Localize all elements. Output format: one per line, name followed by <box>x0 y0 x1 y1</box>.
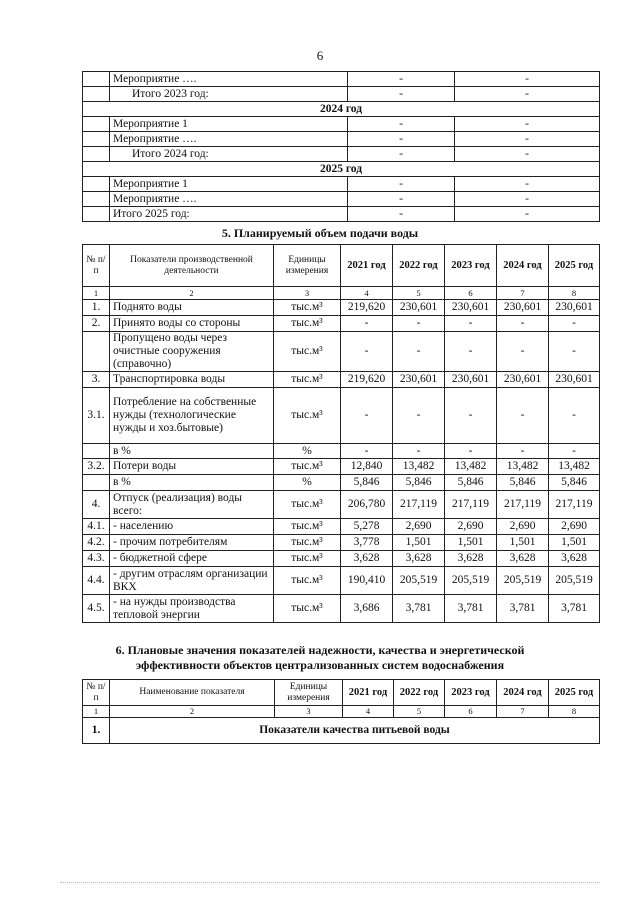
row-number: 4.2. <box>83 535 110 551</box>
empty-cell <box>83 132 110 147</box>
value-cell: 1,501 <box>497 535 549 551</box>
empty-cell <box>83 207 110 222</box>
value-cell: 3,781 <box>445 595 497 623</box>
column-number: 1 <box>83 706 110 718</box>
row-number: 1. <box>83 718 110 744</box>
column-number: 6 <box>445 706 497 718</box>
table-row <box>83 147 600 162</box>
section5-title: 5. Планируемый объем подачи воды <box>221 226 419 240</box>
value-cell: 5,846 <box>445 475 497 491</box>
value-cell: 2,690 <box>549 519 600 535</box>
column-header: 2025 год <box>549 680 600 706</box>
value-cell: - <box>348 117 455 132</box>
value-cell: - <box>455 192 600 207</box>
value-cell: 2,690 <box>497 519 549 535</box>
column-number: 8 <box>549 706 600 718</box>
unit-cell: тыс.м³ <box>274 316 341 332</box>
value-cell: 230,601 <box>393 372 445 388</box>
table-row <box>83 475 600 491</box>
value-cell: - <box>445 388 497 444</box>
unit-cell: % <box>274 444 341 459</box>
table-row <box>83 177 600 192</box>
section6-title-line1: 6. Плановые значения показателей надежности, качества и энергетической <box>115 643 525 657</box>
value-cell: - <box>393 316 445 332</box>
value-cell: - <box>455 117 600 132</box>
value-cell: - <box>445 444 497 459</box>
value-cell: 230,601 <box>549 300 600 316</box>
value-cell: - <box>497 316 549 332</box>
value-cell: 2,690 <box>393 519 445 535</box>
unit-cell: тыс.м³ <box>274 388 341 444</box>
column-header: Показатели производственной деятельности <box>110 245 274 287</box>
row-number: 3.2. <box>83 459 110 475</box>
value-cell: - <box>455 207 600 222</box>
value-cell: 12,840 <box>341 459 393 475</box>
value-cell: - <box>341 332 393 372</box>
measure-label: Мероприятие 1 <box>110 117 348 132</box>
column-number: 1 <box>83 287 110 300</box>
value-cell: 190,410 <box>341 567 393 595</box>
value-cell: - <box>348 207 455 222</box>
row-number: 2. <box>83 316 110 332</box>
value-cell: 230,601 <box>445 300 497 316</box>
value-cell: 3,686 <box>341 595 393 623</box>
column-number: 2 <box>110 706 275 718</box>
empty-cell <box>83 72 110 87</box>
value-cell: 3,628 <box>341 551 393 567</box>
value-cell: 1,501 <box>445 535 497 551</box>
column-header: 2023 год <box>445 680 497 706</box>
table-row <box>83 117 600 132</box>
table-row <box>83 372 600 388</box>
value-cell: - <box>445 316 497 332</box>
empty-cell <box>83 87 110 102</box>
table-row <box>83 192 600 207</box>
table-row <box>83 132 600 147</box>
column-header: № п/п <box>83 245 110 287</box>
table-row <box>83 87 600 102</box>
row-number: 1. <box>83 300 110 316</box>
value-cell: 219,620 <box>341 372 393 388</box>
value-cell: - <box>348 192 455 207</box>
value-cell: 205,519 <box>497 567 549 595</box>
measure-label: Итого 2023 год: <box>110 87 348 102</box>
table-row <box>83 444 600 459</box>
header-row <box>83 245 600 287</box>
value-cell: 3,628 <box>445 551 497 567</box>
row-number: 4. <box>83 491 110 519</box>
row-number <box>83 332 110 372</box>
unit-cell: тыс.м³ <box>274 595 341 623</box>
value-cell: 13,482 <box>497 459 549 475</box>
value-cell: 230,601 <box>497 300 549 316</box>
indicator-name: - другим отраслям организации ВКХ <box>110 567 274 595</box>
unit-cell: тыс.м³ <box>274 459 341 475</box>
column-header: 2021 год <box>341 245 393 287</box>
value-cell: - <box>455 147 600 162</box>
indicator-name: в % <box>110 444 274 459</box>
value-cell: 217,119 <box>445 491 497 519</box>
table-row <box>83 519 600 535</box>
value-cell: - <box>549 444 600 459</box>
measures-table <box>82 71 600 222</box>
value-cell: 3,778 <box>341 535 393 551</box>
column-header: 2024 год <box>497 680 549 706</box>
column-header: Наименование показателя <box>110 680 275 706</box>
row-number: 3. <box>83 372 110 388</box>
indicator-name: в % <box>110 475 274 491</box>
value-cell: 5,846 <box>393 475 445 491</box>
section-row <box>83 718 600 744</box>
column-header: 2022 год <box>394 680 445 706</box>
column-number: 2 <box>110 287 274 300</box>
column-number: 7 <box>497 706 549 718</box>
unit-cell: тыс.м³ <box>274 300 341 316</box>
value-cell: 3,781 <box>549 595 600 623</box>
empty-cell <box>83 177 110 192</box>
table-row <box>83 595 600 623</box>
indicator-name: Поднято воды <box>110 300 274 316</box>
value-cell: - <box>341 444 393 459</box>
value-cell: - <box>341 316 393 332</box>
value-cell: 219,620 <box>341 300 393 316</box>
value-cell: - <box>549 332 600 372</box>
value-cell: 230,601 <box>445 372 497 388</box>
value-cell: 3,628 <box>393 551 445 567</box>
value-cell: - <box>341 388 393 444</box>
column-number: 5 <box>394 706 445 718</box>
value-cell: - <box>393 332 445 372</box>
column-number-row <box>83 287 600 300</box>
table-row <box>83 491 600 519</box>
column-header: Единицы измерения <box>275 680 343 706</box>
column-header: 2023 год <box>445 245 497 287</box>
table-row <box>83 300 600 316</box>
value-cell: 5,846 <box>549 475 600 491</box>
indicator-name: - на нужды производства тепловой энергии <box>110 595 274 623</box>
value-cell: - <box>497 332 549 372</box>
table-row <box>83 316 600 332</box>
value-cell: - <box>348 87 455 102</box>
measure-label: Мероприятие 1 <box>110 177 348 192</box>
indicator-name: - бюджетной сфере <box>110 551 274 567</box>
table-row <box>83 72 600 87</box>
value-cell: 205,519 <box>393 567 445 595</box>
value-cell: - <box>455 72 600 87</box>
indicator-name: - населению <box>110 519 274 535</box>
year-header-row <box>83 102 600 117</box>
measure-label: Мероприятие …. <box>110 72 348 87</box>
value-cell: 217,119 <box>497 491 549 519</box>
table-row <box>83 551 600 567</box>
value-cell: - <box>549 316 600 332</box>
column-number: 8 <box>549 287 600 300</box>
value-cell: - <box>348 177 455 192</box>
row-number: 4.3. <box>83 551 110 567</box>
year-header-row <box>83 162 600 177</box>
indicators-table <box>82 679 600 744</box>
section6-title-line2: эффективности объектов централизованных систем водоснабжения <box>135 658 505 672</box>
column-header: Единицы измерения <box>274 245 341 287</box>
value-cell: 3,781 <box>497 595 549 623</box>
value-cell: 230,601 <box>497 372 549 388</box>
column-number: 4 <box>341 287 393 300</box>
row-number: 4.5. <box>83 595 110 623</box>
value-cell: - <box>497 444 549 459</box>
row-number: 4.1. <box>83 519 110 535</box>
column-number: 7 <box>497 287 549 300</box>
value-cell: - <box>348 132 455 147</box>
scan-edge-marks <box>60 876 600 883</box>
empty-cell <box>83 192 110 207</box>
indicator-name: Транспортировка воды <box>110 372 274 388</box>
value-cell: 5,278 <box>341 519 393 535</box>
value-cell: 1,501 <box>549 535 600 551</box>
year-label: 2024 год <box>83 102 600 117</box>
measure-label: Итого 2025 год: <box>110 207 348 222</box>
value-cell: 13,482 <box>549 459 600 475</box>
indicator-name: Отпуск (реализация) воды всего: <box>110 491 274 519</box>
column-number: 3 <box>274 287 341 300</box>
indicator-name: - прочим потребителям <box>110 535 274 551</box>
value-cell: 3,781 <box>393 595 445 623</box>
column-header: 2024 год <box>497 245 549 287</box>
value-cell: 5,846 <box>341 475 393 491</box>
measure-label: Мероприятие …. <box>110 132 348 147</box>
column-number: 3 <box>275 706 343 718</box>
table-row <box>83 459 600 475</box>
row-number <box>83 444 110 459</box>
value-cell: 3,628 <box>497 551 549 567</box>
column-number-row <box>83 706 600 718</box>
value-cell: 217,119 <box>393 491 445 519</box>
empty-cell <box>83 147 110 162</box>
year-label: 2025 год <box>83 162 600 177</box>
column-number: 5 <box>393 287 445 300</box>
column-header: 2022 год <box>393 245 445 287</box>
section-label: Показатели качества питьевой воды <box>110 718 600 744</box>
unit-cell: % <box>274 475 341 491</box>
table-row <box>83 535 600 551</box>
value-cell: 230,601 <box>393 300 445 316</box>
value-cell: 13,482 <box>393 459 445 475</box>
table-row <box>83 567 600 595</box>
unit-cell: тыс.м³ <box>274 535 341 551</box>
row-number: 3.1. <box>83 388 110 444</box>
indicator-name: Принято воды со стороны <box>110 316 274 332</box>
value-cell: 205,519 <box>445 567 497 595</box>
column-header: № п/п <box>83 680 110 706</box>
value-cell: 206,780 <box>341 491 393 519</box>
unit-cell: тыс.м³ <box>274 491 341 519</box>
column-header: 2021 год <box>343 680 394 706</box>
empty-cell <box>83 117 110 132</box>
value-cell: 217,119 <box>549 491 600 519</box>
unit-cell: тыс.м³ <box>274 519 341 535</box>
row-number <box>83 475 110 491</box>
page-number: 6 <box>316 48 324 63</box>
water-supply-table <box>82 244 600 623</box>
measure-label: Итого 2024 год: <box>110 147 348 162</box>
value-cell: 3,628 <box>549 551 600 567</box>
column-header: 2025 год <box>549 245 600 287</box>
value-cell: 13,482 <box>445 459 497 475</box>
value-cell: - <box>348 72 455 87</box>
column-number: 4 <box>343 706 394 718</box>
indicator-name: Потери воды <box>110 459 274 475</box>
table-row <box>83 207 600 222</box>
measure-label: Мероприятие …. <box>110 192 348 207</box>
value-cell: - <box>455 177 600 192</box>
value-cell: - <box>497 388 549 444</box>
value-cell: - <box>393 444 445 459</box>
value-cell: - <box>549 388 600 444</box>
table-row <box>83 332 600 372</box>
indicator-name: Потребление на собственные нужды (технологические нужды и хоз.бытовые) <box>110 388 274 444</box>
value-cell: 2,690 <box>445 519 497 535</box>
value-cell: 5,846 <box>497 475 549 491</box>
header-row <box>83 680 600 706</box>
column-number: 6 <box>445 287 497 300</box>
unit-cell: тыс.м³ <box>274 567 341 595</box>
value-cell: 1,501 <box>393 535 445 551</box>
row-number: 4.4. <box>83 567 110 595</box>
value-cell: - <box>455 132 600 147</box>
value-cell: 205,519 <box>549 567 600 595</box>
unit-cell: тыс.м³ <box>274 332 341 372</box>
unit-cell: тыс.м³ <box>274 551 341 567</box>
unit-cell: тыс.м³ <box>274 372 341 388</box>
value-cell: - <box>445 332 497 372</box>
value-cell: - <box>393 388 445 444</box>
indicator-name: Пропущено воды через очистные сооружения (справочно) <box>110 332 274 372</box>
value-cell: 230,601 <box>549 372 600 388</box>
table-row <box>83 388 600 444</box>
value-cell: - <box>455 87 600 102</box>
value-cell: - <box>348 147 455 162</box>
